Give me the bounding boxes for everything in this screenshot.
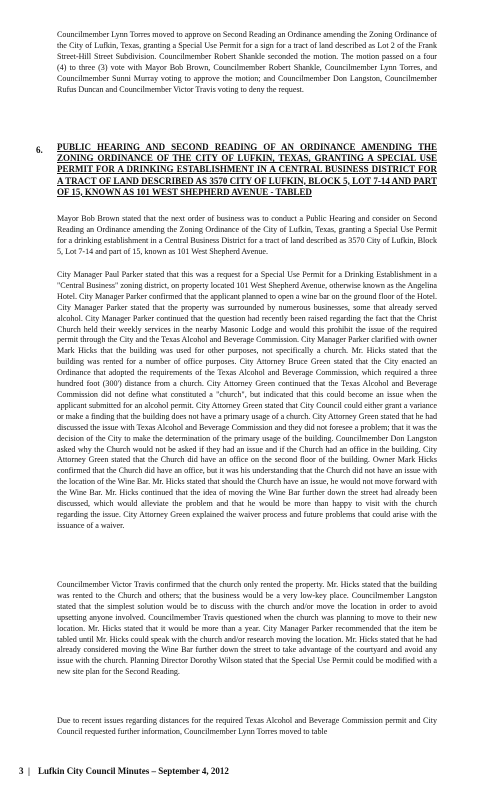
paragraph-text: Mayor Bob Brown stated that the next order of business was to conduct a Public Hearing and consider on Second Reading an Ordinance amending the Zoning Ordinance of the City of Lufkin, Texas, granting a Special Use Permit for a drinking establishment in a Central Business District for a tract of land described as 3570 City of Lufkin, Block 5, Lot 7-14 and part of 15, known as 101 West Shepherd Avenue. <box>57 214 437 256</box>
footer-title: Lufkin City Council Minutes – September 4, 2012 <box>38 766 229 776</box>
paragraph-motion-result <box>57 30 437 95</box>
footer-separator: | <box>28 766 30 776</box>
page-footer <box>19 766 229 776</box>
agenda-item-heading: PUBLIC HEARING AND SECOND READING OF AN ORDINANCE AMENDING THE ZONING ORDINANCE OF THE CITY OF LUFKIN, TEXAS, GRANTING A SPECIAL USE PERMIT FOR A DRINKING ESTABLISHMENT IN A CENTRAL BUSINESS DISTRICT FOR A TRACT OF LAND DESCRIBED AS 3570 CITY OF LUFKIN, BLOCK 5, LOT 7-14 AND PART OF 15, KNOWN AS 101 WEST SHEPHERD AVENUE - TABLED <box>57 142 437 197</box>
paragraph-mayor-statement <box>57 214 437 258</box>
agenda-item-number: 6. <box>36 145 43 155</box>
paragraph-text: City Manager Paul Parker stated that this was a request for a Special Use Permit for a Drinking Establishment in a "Central Business" zoning district, on property located 101 West Shepherd Avenue, otherwise known as the Angelina Hotel. City Manager Parker confirmed that the applicant planned to open a wine bar on the ground floor of the Hotel. City Manager Parker stated that the property was surrounded by numerous businesses, some that already served alcohol. City Manager Parker continued that the question had recently been raised regarding the fact that the Christ Church held their weekly services in the nearby Masonic Lodge and would this prohibit the issue of the required permit through the City and the Texas Alcohol and Beverage Commission. City Manager Parker clarified with owner Mark Hicks that the building was used for other purposes, not specifically a church. Mr. Hicks stated that the building was rented for a number of office purposes. City Attorney Bruce Green stated that the City enacted an Ordinance that adopted the requirements of the Texas Alcohol and Beverage Commission, which required a three hundred foot (300') distance from a church. City Attorney Green continued that the Texas Alcohol and Beverage Commission did not define what constituted a "church", but indicated that this could become an issue when the applicant submitted for an alcohol permit. City Attorney Green stated that City Council could either grant a variance or make a finding that the building does not have a primary usage of a church. City Attorney Green stated that he had discussed the issue with Texas Alcohol and Beverage Commission and they did not foresee a problem; that it was the decision of the City to make the determination of the primary usage of the building. Councilmember Don Langston asked why the Church would not be asked if they had an issue and if the Church had an office in the building. City Attorney Green stated that the Church did have an office on the second floor of the building. Owner Mark Hicks confirmed that the Church did have an office, but it was his understanding that the Church did not have an issue with the location of the Wine Bar. Mr. Hicks stated that should the Church have an issue, he would not move forward with the Wine Bar. Mr. Hicks continued that the idea of moving the Wine Bar further down the street had already been discussed, which would alleviate the problem and that he would be more than happy to visit with the church regarding the issue. City Attorney Green explained the waiver process and future problems that could arise with the issuance of a waiver. <box>57 270 437 530</box>
paragraph-text: Due to recent issues regarding distances for the required Texas Alcohol and Beverage Commission permit and City Council requested further information, Councilmember Lynn Torres moved to table <box>57 716 437 736</box>
paragraph-council-discussion <box>57 580 437 678</box>
paragraph-text: Councilmember Victor Travis confirmed that the church only rented the property. Mr. Hicks stated that the building was rented to the Church and others; that the business would be a very low-key place. Councilmember Langston stated that the simplest solution would be to discuss with the church and/or move the location in order to avoid upsetting anyone involved. Councilmember Travis questioned when the church was planning to move to their new location. Mr. Hicks stated that it would be more than a year. City Manager Parker recommended that the item be tabled until Mr. Hicks could speak with the church and/or research moving the location. Mr. Hicks stated that he had already considered moving the Wine Bar further down the street to take advantage of the courtyard and avoid any issue with the church. Planning Director Dorothy Wilson stated that the Special Use Permit could be modified with a new site plan for the Second Reading. <box>57 580 437 677</box>
page-number: 3 <box>19 766 24 776</box>
paragraph-text: Councilmember Lynn Torres moved to approve on Second Reading an Ordinance amending the Zoning Ordinance of the City of Lufkin, Texas, granting a Special Use Permit for a sign for a tract of land described as Lot 2 of the Frank Street-Hill Street Subdivision. Councilmember Robert Shankle seconded the motion. The motion passed on a four (4) to three (3) vote with Mayor Bob Brown, Councilmember Robert Shankle, Councilmember Lynn Torres, and Councilmember Sunni Murray voting to approve the motion; and Councilmember Don Langston, Councilmember Rufus Duncan and Councilmember Victor Travis voting to deny the request. <box>57 30 437 94</box>
paragraph-city-manager-discussion <box>57 270 437 532</box>
paragraph-motion-to-table <box>57 716 437 738</box>
